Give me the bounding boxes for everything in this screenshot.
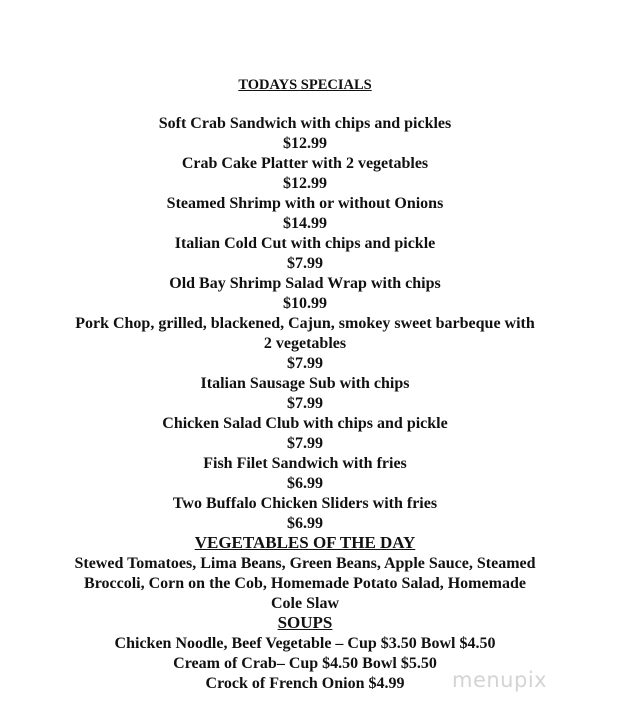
soups-heading: SOUPS (277, 613, 333, 632)
special-item-name: Soft Crab Sandwich with chips and pickles (158, 115, 452, 132)
soups-line: Chicken Noodle, Beef Vegetable – Cup $3.50 Bowl $4.50 (114, 635, 496, 652)
special-item-price: $10.99 (283, 295, 327, 312)
vegetables-heading: VEGETABLES OF THE DAY (194, 533, 416, 552)
vegetables-line: Broccoli, Corn on the Cob, Homemade Potato Salad, Homemade (84, 575, 526, 592)
special-item-name: Two Buffalo Chicken Sliders with fries (172, 495, 438, 512)
special-item-price: $7.99 (287, 255, 323, 272)
special-item-price: $7.99 (287, 355, 323, 372)
special-item-name: Italian Sausage Sub with chips (200, 375, 410, 392)
page-title: TODAYS SPECIALS (238, 77, 372, 93)
special-item-name: Fish Filet Sandwich with fries (203, 455, 407, 472)
special-item-name: Pork Chop, grilled, blackened, Cajun, smokey sweet barbeque with (75, 315, 535, 332)
special-item-price: $6.99 (287, 515, 323, 532)
special-item-name-continued: 2 vegetables (263, 335, 347, 352)
special-item-price: $7.99 (287, 395, 323, 412)
menupix-watermark: menupix (452, 668, 548, 692)
special-item-name: Italian Cold Cut with chips and pickle (174, 235, 436, 252)
special-item-name: Crab Cake Platter with 2 vegetables (181, 155, 429, 172)
vegetables-line: Stewed Tomatoes, Lima Beans, Green Beans, Apple Sauce, Steamed (74, 555, 536, 572)
soups-line: Cream of Crab– Cup $4.50 Bowl $5.50 (173, 655, 437, 672)
special-item-price: $14.99 (283, 215, 327, 232)
vegetables-line: Cole Slaw (271, 595, 339, 612)
soups-line: Crock of French Onion $4.99 (205, 675, 405, 692)
special-item-price: $6.99 (287, 475, 323, 492)
special-item-price: $7.99 (287, 435, 323, 452)
special-item-name: Chicken Salad Club with chips and pickle (162, 415, 448, 432)
special-item-name: Old Bay Shrimp Salad Wrap with chips (169, 275, 441, 292)
special-item-name: Steamed Shrimp with or without Onions (166, 195, 444, 212)
special-item-price: $12.99 (283, 175, 327, 192)
special-item-price: $12.99 (283, 135, 327, 152)
